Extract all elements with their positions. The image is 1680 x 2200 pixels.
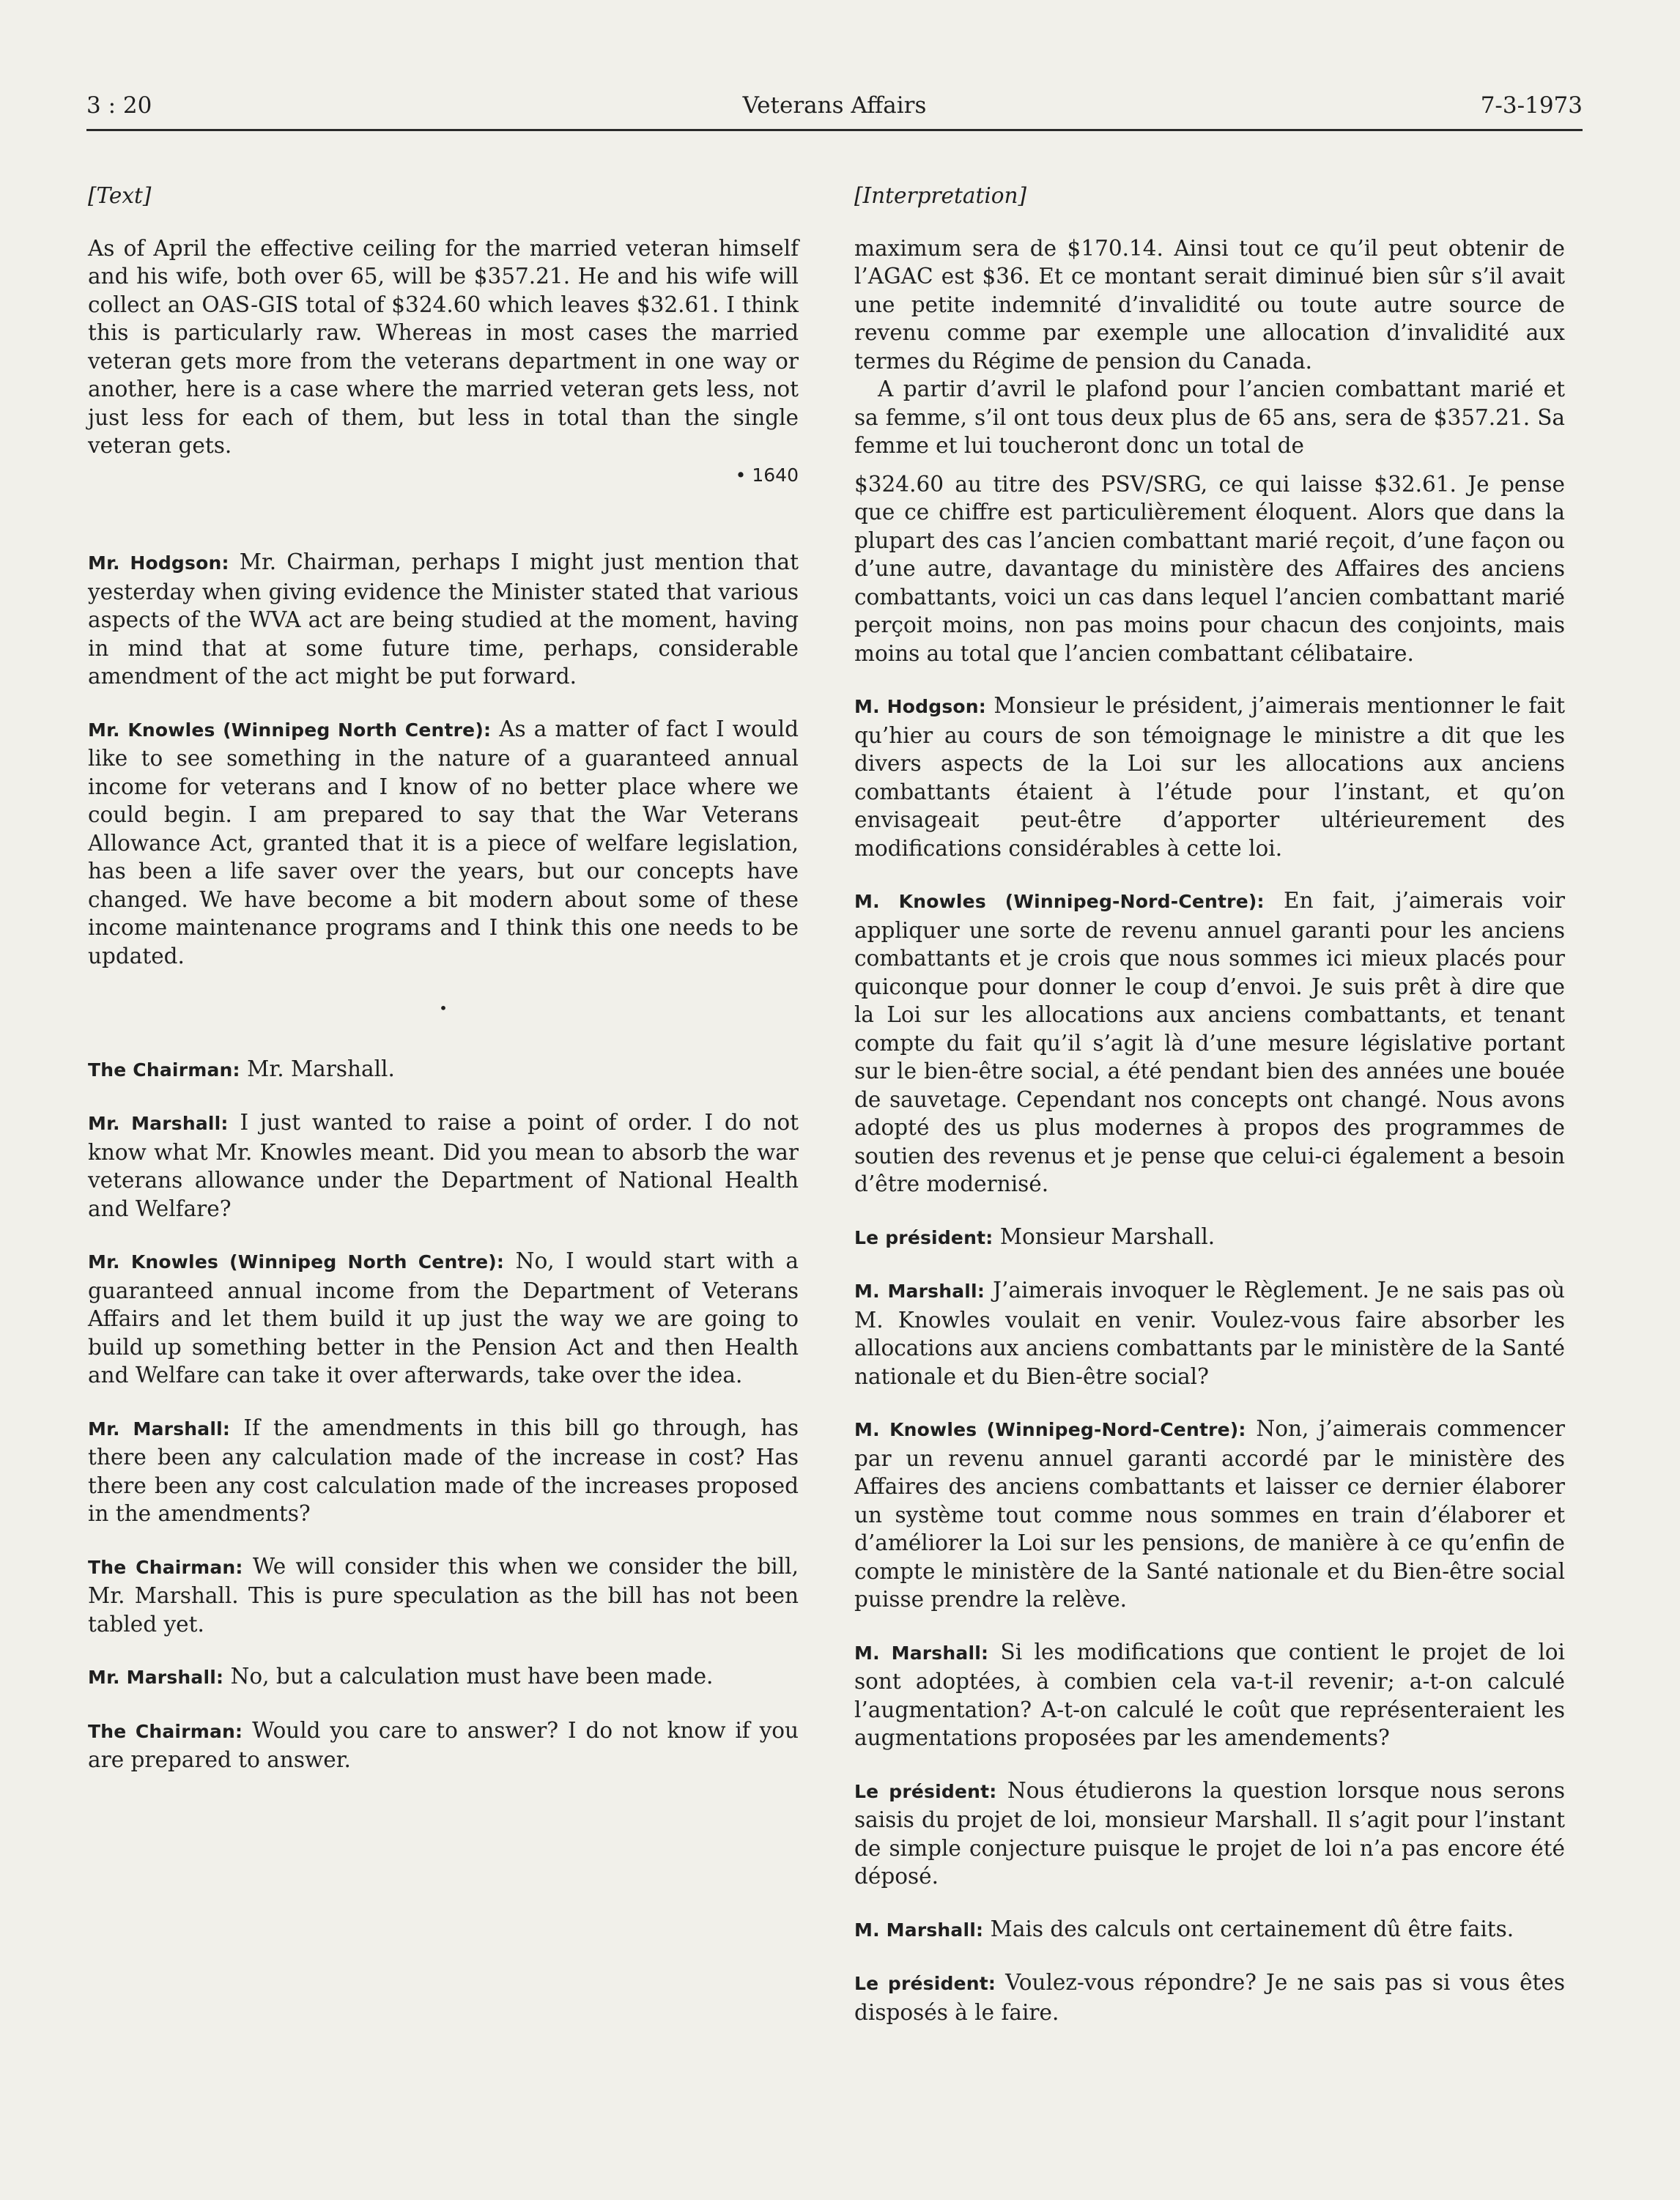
speech-text: Nous étudierons la question lorsque nous serons saisis du projet de loi, monsieur Marshall. Il s’agit pour l’instant de simple conjecture puisque le projet de loi n’a pas encore été déposé. <box>854 1777 1566 1889</box>
speech-text: No, but a calculation must have been made. <box>230 1664 714 1689</box>
speech-text: Non, j’aimerais commencer par un revenu annuel garanti accordé par le ministère des Affaires des anciens combattants et laisser ce dernier élaborer un système tout comme nous sommes en train d’élaborer et d’améliorer la Loi sur les pensions, de manière à ce qu’enfin de compte le ministère de la Santé nationale et du Bien-être social puisse prendre la relève. <box>854 1416 1565 1612</box>
speaker-name: M. Knowles (Winnipeg-Nord-Centre): <box>854 891 1265 912</box>
speech <box>88 1662 799 1692</box>
page-date: 7-3-1973 <box>1480 92 1583 119</box>
speaker-name: The Chairman: <box>88 1059 240 1081</box>
speech-text: I just wanted to raise a point of order. I do not know what Mr. Knowles meant. Did you mean to absorb the war veterans allowance under the Department of National Health and Welfare? <box>88 1110 799 1221</box>
text-tag: [Text] <box>88 183 152 208</box>
speech <box>88 1552 799 1639</box>
speaker-name: Le président: <box>854 1780 997 1802</box>
speech-text: En fait, j’aimerais voir appliquer une sorte de revenu annuel garanti pour les anciens combattants et je crois que nous sommes ici mieux placés pour quiconque pour donner le coup d’envoi. Je suis prêt à dire que la Loi sur les allocations aux anciens combattants, et tenant compte du fait qu’il s’agit là d’une mesure législative portant sur le bien-être social, a été pendant bien des années une bouée de sauvetage. Cependant nos concepts ont changé. Nous avons adopté des us plus modernes à propos des programmes de soutien des revenus et je pense que celui-ci également a besoin d’être modernisé. <box>854 888 1565 1196</box>
speaker-name: Le président: <box>854 1226 993 1248</box>
speech <box>88 1108 799 1223</box>
speech <box>854 1777 1565 1891</box>
speech-text: Mr. Chairman, perhaps I might just mention that yesterday when giving evidence the Minister stated that various aspects of the WVA act are being studied at the moment, having in mind that at some future time, perhaps, considerable amendment of the act might be put forward. <box>88 549 799 689</box>
page-title: Veterans Affairs <box>742 92 927 119</box>
speech-text: Would you care to answer? I do not know if you are prepared to answer. <box>88 1717 799 1772</box>
speech-text: Mais des calculs ont certainement dû être faits. <box>990 1916 1514 1941</box>
speech-text: Monsieur le président, j’aimerais mentionner le fait qu’hier au cours de son témoignage le ministre a dit que les divers aspects de la Loi sur les allocations aux anciens combattants étaient à l’étude pour l’instant, et qu’on envisageait peut-être d’apporter ultérieurement des modifications considérables à cette loi. <box>854 693 1565 861</box>
speech <box>88 715 799 971</box>
speaker-name: Le président: <box>854 1973 996 1994</box>
speech-text: No, I would start with a guaranteed annual income from the Department of Veterans Affairs and let them build it up just the way we are going to build up something better in the Pension Act and then Health and Welfare can take it over afterwards, take over the idea. <box>88 1248 799 1388</box>
speaker-name: Mr. Hodgson: <box>88 552 229 574</box>
speech <box>854 1915 1565 1945</box>
speech-text: As a matter of fact I would like to see something in the nature of a guaranteed annual income for veterans and I know of no better place where we could begin. I am prepared to say that the War Veterans Allowance Act, granted that it is a piece of welfare legislation, has been a life saver over the years, but our concepts have changed. We have become a bit modern about some of these income maintenance programs and I think this one needs to be updated. <box>88 716 799 968</box>
page-header <box>86 92 1583 131</box>
speech-text: Si les modifications que contient le projet de loi sont adoptées, à combien cela va-t-il revenir; a-t-on calculé l’augmentation? A-t-on calculé le coût que représenteraient les augmentations proposées par les amendements? <box>854 1639 1565 1750</box>
speaker-name: The Chairman: <box>88 1556 243 1578</box>
speech <box>854 886 1565 1199</box>
speech-text: J’aimerais invoquer le Règlement. Je ne sais pas où M. Knowles voulait en venir. Voulez-vous faire absorber les allocations aux anciens combattants par le ministère de la Santé nationale et du Bien-être social? <box>854 1278 1565 1389</box>
speech <box>88 1055 799 1085</box>
paragraph: A partir d’avril le plafond pour l’ancien combattant marié et sa femme, s’il ont tous deux plus de 65 ans, sera de $357.21. Sa femme et lui toucheront donc un total de <box>854 377 1565 458</box>
speaker-name: M. Marshall: <box>854 1919 984 1941</box>
speaker-name: M. Marshall: <box>854 1281 985 1302</box>
speaker-name: M. Marshall: <box>854 1642 989 1664</box>
speaker-name: Mr. Marshall: <box>88 1667 224 1688</box>
speech <box>854 1415 1565 1614</box>
speech <box>854 1968 1565 2026</box>
speech-text: Voulez-vous répondre? Je ne sais pas si vous êtes disposés à le faire. <box>854 1970 1565 2025</box>
paragraph: As of April the effective ceiling for the married veteran himself and his wife, both over 65, will be $357.21. He and his wife will collect an OAS-GIS total of $324.60 which leaves $32.61. I think this is particularly raw. Whereas in most cases the married veteran gets more from the veterans department in one way or another, here is a case where the married veteran gets less, not just less for each of them, but less in total than the single veteran gets. <box>88 235 799 458</box>
speech <box>88 1414 799 1528</box>
speech-text: Mr. Marshall. <box>247 1056 395 1081</box>
speech-text: If the amendments in this bill go through, has there been any calculation made of the increase in cost? Has there been any cost calculation made of the increases proposed in the amendments? <box>88 1415 799 1526</box>
speech <box>854 1638 1565 1752</box>
speaker-name: The Chairman: <box>88 1720 243 1742</box>
speech-text: We will consider this when we consider the bill, Mr. Marshall. This is pure speculation as the bill has not been tabled yet. <box>88 1553 799 1637</box>
speaker-name: Mr. Marshall: <box>88 1418 231 1440</box>
speech-text: Monsieur Marshall. <box>999 1223 1215 1249</box>
speech <box>88 1247 799 1390</box>
page-number: 3 : 20 <box>86 92 152 119</box>
paragraph: maximum sera de $170.14. Ainsi tout ce qu’il peut obtenir de l’AGAC est $36. Et ce montant serait diminué bien sûr s’il avait une petite indemnité d’invalidité ou toute autre source de revenu comme par exemple une allocation d’invalidité aux termes du Régime de pension du Canada. <box>854 235 1565 374</box>
paragraph: $324.60 au titre des PSV/SRG, ce qui laisse $32.61. Je pense que ce chiffre est particulièrement éloquent. Alors que dans la plupart des cas l’ancien combattant marié reçoit, d’une façon ou d’une autre, davantage du ministère des Affaires des anciens combattants, voici un cas dans lequel l’ancien combattant marié perçoit moins, non pas moins pour chacun des conjoints, mais moins au total que l’ancien combattant célibataire. <box>854 471 1565 666</box>
french-column <box>854 182 1565 2051</box>
interpretation-tag: [Interpretation] <box>854 183 1027 208</box>
speech <box>88 548 799 691</box>
speaker-name: M. Knowles (Winnipeg-Nord-Centre): <box>854 1419 1246 1440</box>
speaker-name: Mr. Knowles (Winnipeg North Centre): <box>88 1251 505 1273</box>
speech <box>854 1276 1565 1390</box>
speech <box>854 692 1565 862</box>
speech <box>854 1223 1565 1253</box>
section-dot: • <box>439 999 448 1017</box>
speech <box>88 1716 799 1774</box>
speaker-name: Mr. Marshall: <box>88 1113 229 1134</box>
speaker-name: Mr. Knowles (Winnipeg North Centre): <box>88 719 492 741</box>
english-column <box>88 182 799 1799</box>
speaker-name: M. Hodgson: <box>854 696 986 717</box>
time-marker: • 1640 <box>735 464 799 486</box>
